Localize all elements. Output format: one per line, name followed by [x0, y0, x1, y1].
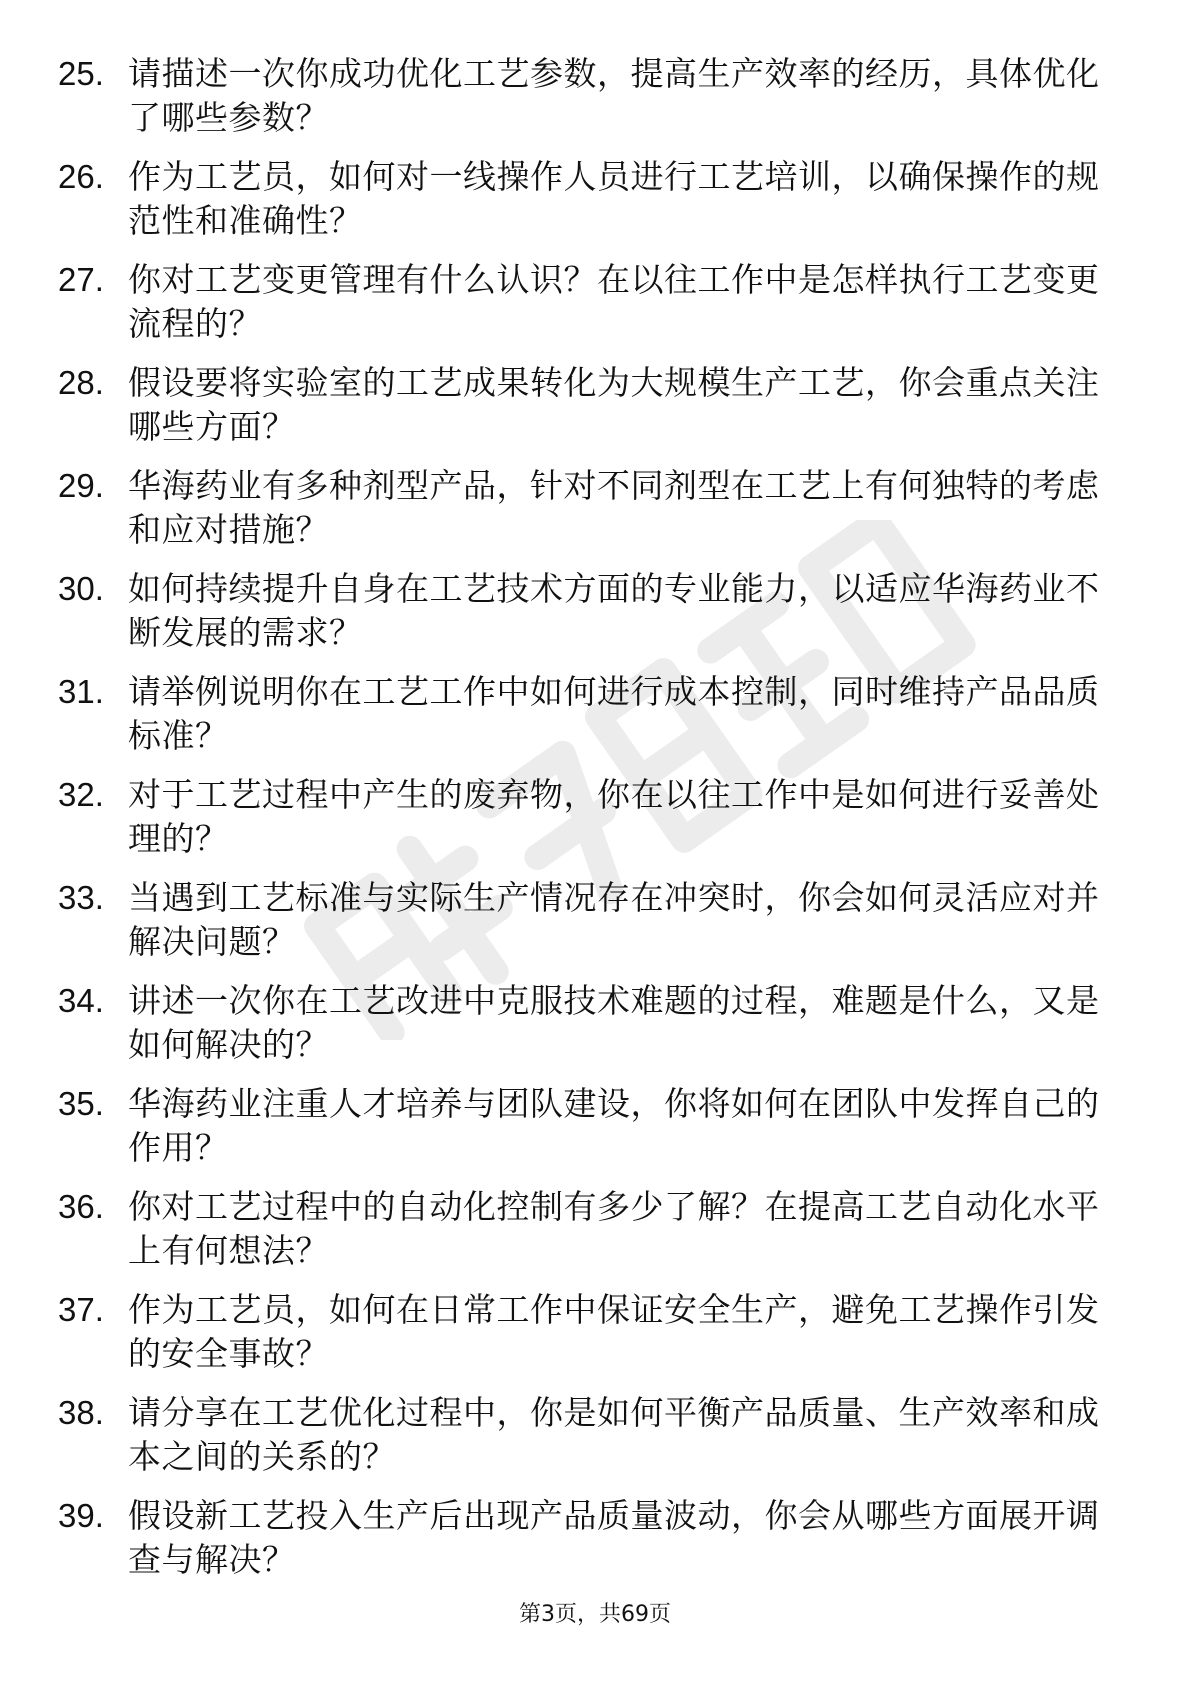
list-item [0, 872, 1190, 975]
question-number: 25. [58, 55, 104, 92]
question-number: 26. [58, 158, 104, 195]
list-item [0, 1078, 1190, 1181]
list-item [0, 975, 1190, 1078]
list-item [0, 254, 1190, 357]
question-number: 35. [58, 1085, 104, 1122]
question-number: 37. [58, 1291, 104, 1328]
list-item [0, 563, 1190, 666]
question-number: 36. [58, 1188, 104, 1225]
question-text: 讲述一次你在工艺改进中克服技术难题的过程，难题是什么，又是如何解决的？ [128, 981, 1100, 1064]
question-text: 请分享在工艺优化过程中，你是如何平衡产品质量、生产效率和成本之间的关系的？ [128, 1393, 1100, 1476]
list-item [0, 151, 1190, 254]
question-text: 假设新工艺投入生产后出现产品质量波动，你会从哪些方面展开调查与解决？ [128, 1496, 1100, 1579]
list-item [0, 357, 1190, 460]
question-number: 39. [58, 1497, 104, 1534]
list-item [0, 1284, 1190, 1387]
question-text: 当遇到工艺标准与实际生产情况存在冲突时，你会如何灵活应对并解决问题？ [128, 878, 1100, 961]
list-item [0, 1490, 1190, 1593]
list-item [0, 1387, 1190, 1490]
question-text: 华海药业注重人才培养与团队建设，你将如何在团队中发挥自己的作用？ [128, 1084, 1100, 1167]
list-item [0, 460, 1190, 563]
question-text: 对于工艺过程中产生的废弃物，你在以往工作中是如何进行妥善处理的？ [128, 775, 1100, 858]
question-number: 29. [58, 467, 104, 504]
list-item [0, 769, 1190, 872]
question-number: 28. [58, 364, 104, 401]
question-text: 如何持续提升自身在工艺技术方面的专业能力，以适应华海药业不断发展的需求？ [128, 569, 1100, 652]
question-number: 33. [58, 879, 104, 916]
question-text: 作为工艺员，如何对一线操作人员进行工艺培训，以确保操作的规范性和准确性？ [128, 157, 1100, 240]
question-text: 请描述一次你成功优化工艺参数，提高生产效率的经历，具体优化了哪些参数？ [128, 54, 1100, 137]
question-text: 你对工艺过程中的自动化控制有多少了解？在提高工艺自动化水平上有何想法？ [128, 1187, 1100, 1270]
list-item [0, 1181, 1190, 1284]
question-text: 请举例说明你在工艺工作中如何进行成本控制，同时维持产品品质标准？ [128, 672, 1100, 755]
question-number: 30. [58, 570, 104, 607]
list-item [0, 48, 1190, 151]
question-text: 华海药业有多种剂型产品，针对不同剂型在工艺上有何独特的考虑和应对措施？ [128, 466, 1100, 549]
page-number: 第3页，共69页 [519, 1602, 671, 1627]
question-text: 假设要将实验室的工艺成果转化为大规模生产工艺，你会重点关注哪些方面？ [128, 363, 1100, 446]
list-item [0, 666, 1190, 769]
question-number: 32. [58, 776, 104, 813]
question-number: 38. [58, 1394, 104, 1431]
question-number: 31. [58, 673, 104, 710]
question-number: 34. [58, 982, 104, 1019]
question-text: 作为工艺员，如何在日常工作中保证安全生产，避免工艺操作引发的安全事故？ [128, 1290, 1100, 1373]
question-list [0, 48, 1190, 1593]
question-text: 你对工艺变更管理有什么认识？在以往工作中是怎样执行工艺变更流程的？ [128, 260, 1100, 343]
question-number: 27. [58, 261, 104, 298]
